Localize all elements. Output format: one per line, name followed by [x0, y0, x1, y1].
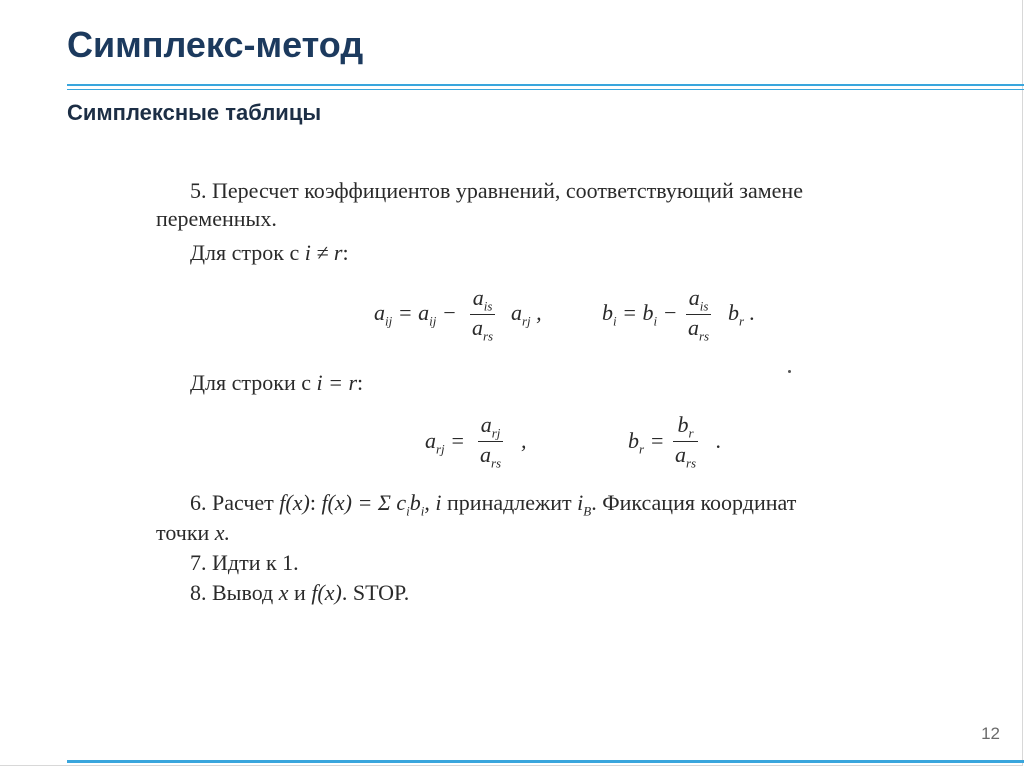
case1-condition: i ≠ r: [304, 240, 343, 265]
formula-arj-comma: ,: [521, 428, 527, 453]
case1-label: Для строк с: [190, 240, 305, 265]
step6-fx: f(x): [279, 490, 310, 515]
step8-stop: . STOP.: [341, 580, 410, 605]
step6-prefix: 6. Расчет: [190, 490, 280, 515]
slide-title: Симплекс-метод: [67, 24, 364, 65]
case2-condition: i = r: [316, 370, 358, 395]
footer-divider: [67, 760, 1024, 763]
step8-prefix: 8. Вывод: [190, 580, 279, 605]
step6-formula: f(x) = Σ c: [321, 490, 407, 515]
step6-x: x.: [214, 520, 231, 545]
step8: [190, 580, 409, 606]
step8-fx: f(x): [311, 580, 342, 605]
formula-arj-lhs: $a_{rj}$ =: [425, 428, 466, 457]
formula-aij-rhs: $a_{rj}$ ,: [511, 300, 542, 329]
step6-colon: :: [309, 490, 322, 515]
step6-belongs: принадлежит: [441, 490, 578, 515]
step8-and: и: [288, 580, 312, 605]
fraction-br-ars: $b_r$ $a_{rs}$: [675, 412, 697, 471]
step7: 7. Идти к 1.: [190, 550, 299, 575]
formula-br-dot: .: [716, 428, 722, 453]
step5-line1: 5. Пересчет коэффициентов уравнений, соответствующий замене: [190, 178, 803, 203]
case2-label: Для строки с: [190, 370, 317, 395]
fraction-ais-ars-2: $a_{is}$ $a_{rs}$: [688, 285, 710, 344]
step8-x: x: [278, 580, 289, 605]
slide-subtitle: Симплексные таблицы: [67, 100, 322, 125]
fraction-ais-ars: $a_{is}$ $a_{rs}$: [472, 285, 494, 344]
formula-br-lhs: $b_r$ =: [628, 428, 665, 457]
case1-heading: Для строк с i ≠ r:: [190, 240, 349, 265]
step6-point-label: точки: [156, 520, 215, 545]
formula-bi-rhs: $b_r$ .: [728, 300, 756, 329]
page-number: 12: [981, 724, 1000, 743]
step6-line1: 6. Расчет f(x): f(x) = Σ $c_ib_i$, i принадлежит $i_B$. Фиксация координат: [190, 490, 797, 519]
formula-aij-lhs: $a_{ij} = a_{ij}$ −: [374, 300, 457, 329]
step6-fixation: . Фиксация координат: [591, 490, 797, 515]
stray-dot: [788, 370, 791, 373]
fraction-arj-ars: $a_{rj}$ $a_{rs}$: [480, 412, 502, 471]
case2-heading: Для строки с i = r:: [190, 370, 364, 395]
step6-line2: [156, 520, 230, 546]
step5-line2: переменных.: [156, 206, 277, 231]
formula-bi-lhs: $b_i = b_i$ −: [602, 300, 678, 329]
